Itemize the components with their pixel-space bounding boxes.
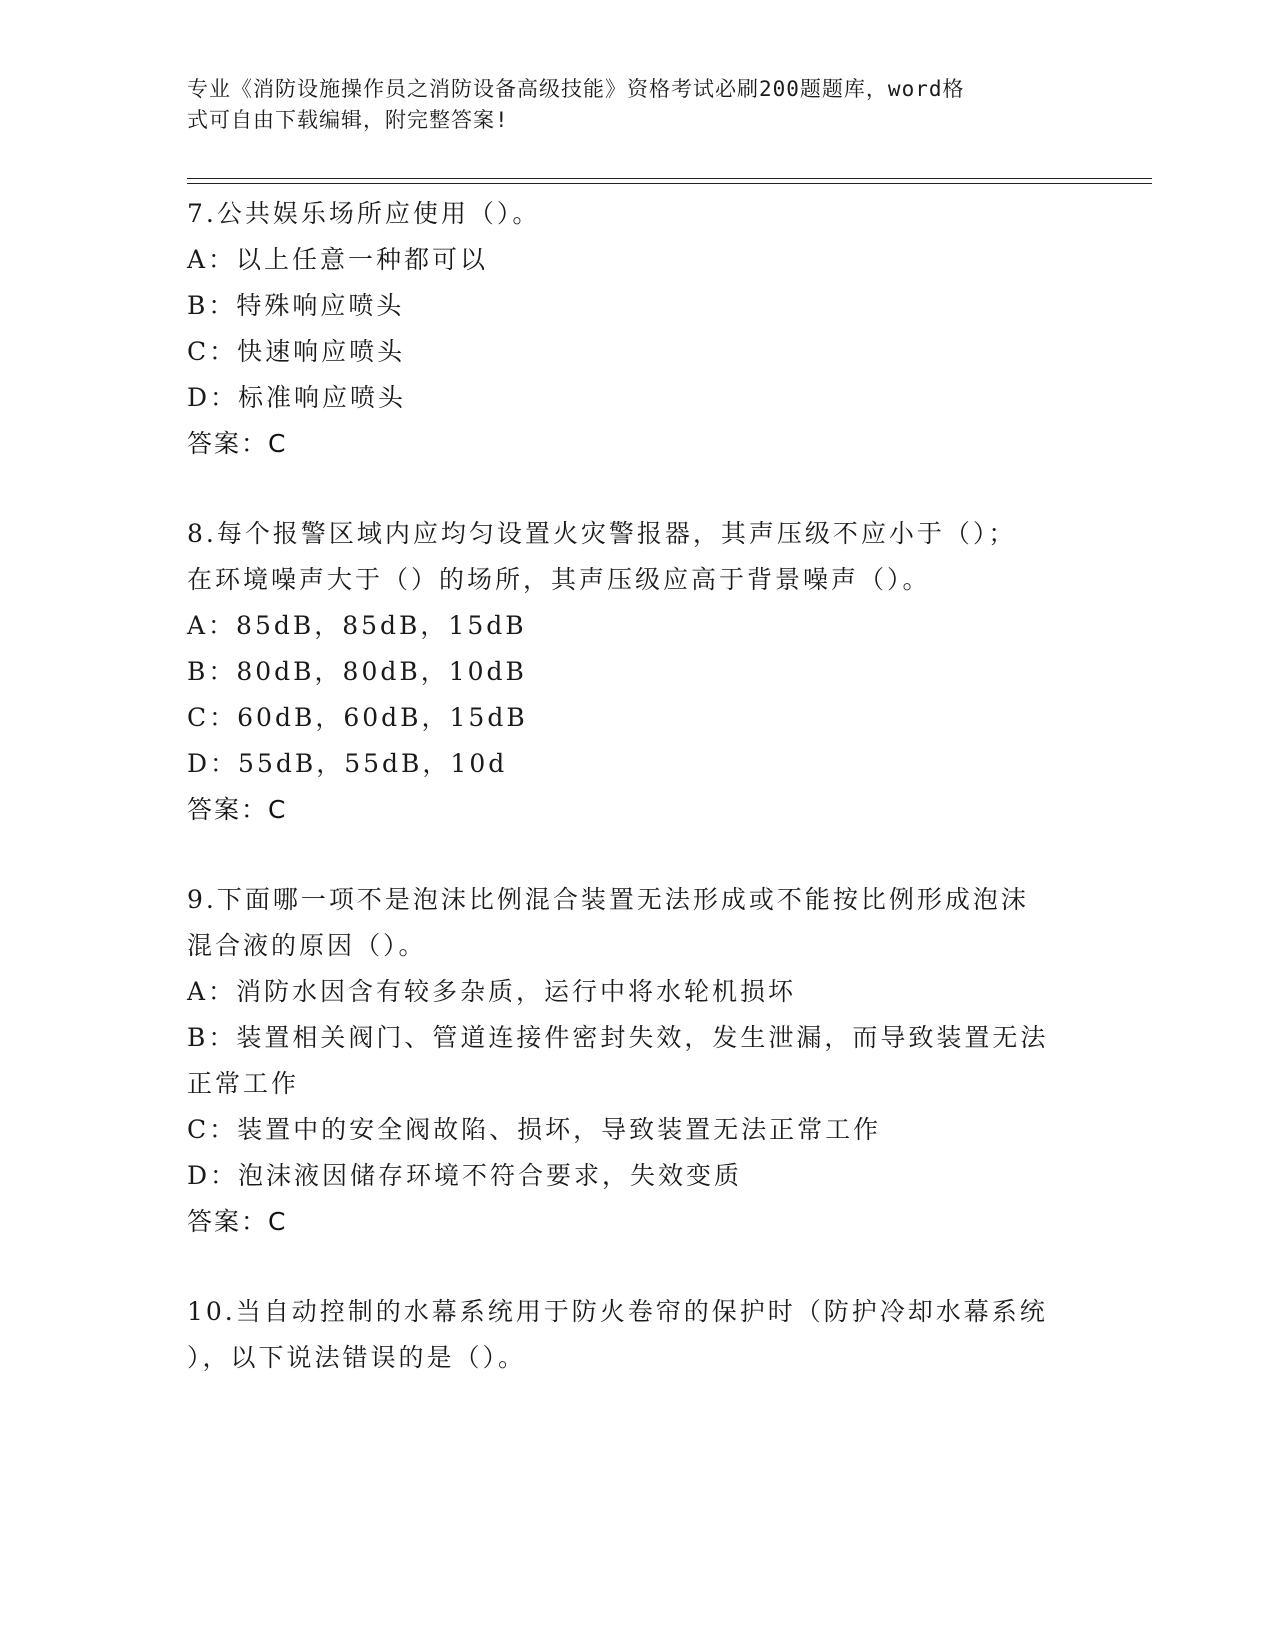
question-block bbox=[187, 511, 1087, 833]
answer-option: C：装置中的安全阀故陷、损坏，导致装置无法正常工作 bbox=[187, 1115, 882, 1144]
header-divider-top bbox=[187, 178, 1152, 179]
question-spacer bbox=[187, 467, 1087, 511]
header-line-1: 专业《消防设施操作员之消防设备高级技能》资格考试必刷200题题库，word格 bbox=[187, 77, 965, 101]
answer-option: A：85dB，85dB，15dB bbox=[187, 611, 527, 640]
answer-option: B：80dB，80dB，10dB bbox=[187, 657, 527, 686]
answer-option: C：60dB，60dB，15dB bbox=[187, 703, 528, 732]
question-list bbox=[187, 191, 1087, 1381]
answer-key: 答案：C bbox=[187, 429, 288, 458]
question-text: 混合液的原因（）。 bbox=[187, 931, 427, 960]
question-text: 8.每个报警区域内应均匀设置火灾警报器，其声压级不应小于（）； bbox=[187, 519, 1017, 548]
question-spacer bbox=[187, 833, 1087, 877]
question-text: 9.下面哪一项不是泡沫比例混合装置无法形成或不能按比例形成泡沫 bbox=[187, 885, 1029, 914]
answer-option: D：55dB，55dB，10d bbox=[187, 749, 508, 778]
header-line-2: 式可自由下载编辑，附完整答案! bbox=[187, 108, 509, 132]
answer-option: B：装置相关阀门、管道连接件密封失效，发生泄漏，而导致装置无法 bbox=[187, 1023, 1049, 1052]
question-text: ），以下说法错误的是（）。 bbox=[187, 1343, 527, 1372]
question-text: 在环境噪声大于（）的场所，其声压级应高于背景噪声（）。 bbox=[187, 565, 931, 594]
answer-key: 答案：C bbox=[187, 795, 288, 824]
question-spacer bbox=[187, 1245, 1087, 1289]
answer-option: A：消防水因含有较多杂质，运行中将水轮机损坏 bbox=[187, 977, 797, 1006]
answer-option: 正常工作 bbox=[187, 1069, 300, 1098]
header-divider-bottom bbox=[187, 183, 1152, 184]
answer-option: D：泡沫液因储存环境不符合要求，失效变质 bbox=[187, 1161, 743, 1190]
question-text: 10.当自动控制的水幕系统用于防火卷帘的保护时（防护冷却水幕系统 bbox=[187, 1297, 1048, 1326]
question-block bbox=[187, 1289, 1087, 1381]
question-block bbox=[187, 877, 1087, 1245]
answer-option: C：快速响应喷头 bbox=[187, 337, 406, 366]
answer-key: 答案：C bbox=[187, 1207, 288, 1236]
question-block bbox=[187, 191, 1087, 467]
answer-option: B：特殊响应喷头 bbox=[187, 291, 405, 320]
question-text: 7.公共娱乐场所应使用（）。 bbox=[187, 199, 541, 228]
answer-option: A：以上任意一种都可以 bbox=[187, 245, 489, 274]
document-header bbox=[187, 74, 1067, 136]
answer-option: D：标准响应喷头 bbox=[187, 383, 407, 412]
